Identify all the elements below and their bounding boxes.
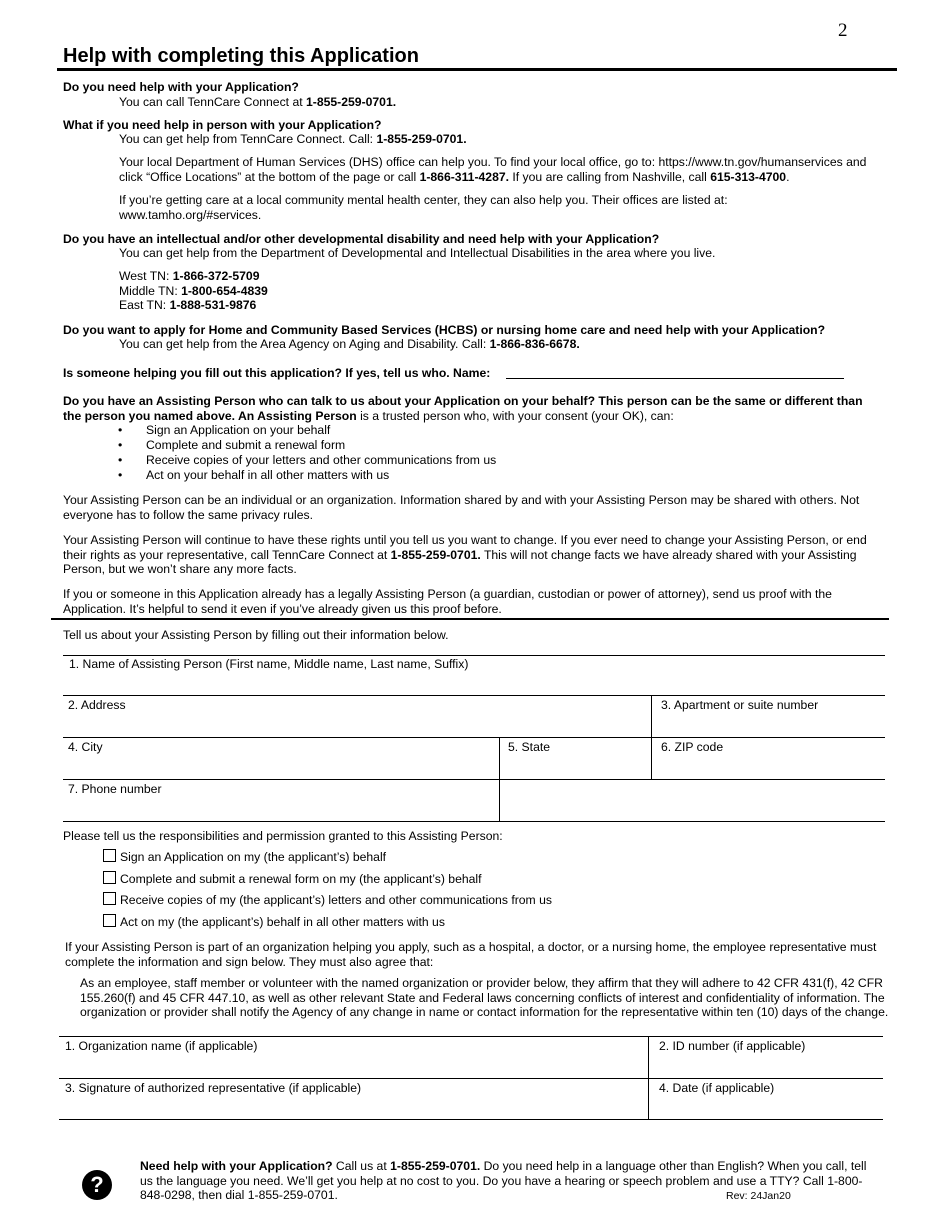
list-item: • Act on your behalf in all other matters with us (118, 468, 496, 483)
page-title: Help with completing this Application (63, 45, 419, 67)
question-need-help: Do you need help with your Application? (63, 80, 299, 94)
form-intro: Tell us about your Assisting Person by filling out their information below. (63, 628, 449, 642)
mental-health-paragraph: If you’re getting care at a local community mental health center, they can also help you. Their offices are listed at: www.tamho.org/#services. (119, 193, 728, 222)
question-in-person: What if you need help in person with your Application? (63, 118, 382, 132)
field-label: 5. State (508, 740, 551, 754)
checkbox-renewal-form[interactable]: Complete and submit a renewal form on my (the applicant’s) behalf (103, 871, 482, 891)
organization-intro: If your Assisting Person is part of an organization helping you apply, such as a hospital, a doctor, or a nursing home, the employee representative must complete the information and sign below. They must also agree that: (65, 940, 877, 969)
state-field[interactable] (500, 738, 651, 779)
field-label: 7. Phone number (68, 782, 162, 796)
footer-help-text: Need help with your Application? Call us at 1-855-259-0701. Do you need help in a language other than English? When you call, tell us the language you need. We’ll get you help at no cost to you. Do you have a hearing or speech problem and use a TTY? Call 1-800-848-0298, then dial 1-855-259-0701. (140, 1159, 867, 1203)
rights-paragraph: Your Assisting Person will continue to have these rights until you tell us you want to change. If you ever need to change your Assisting Person, or end their rights as your representative, call TennCare Connect at 1-855-259-0701. This will not change facts we have already shared with your Assisting Person, but we won’t share any more facts. (63, 533, 867, 577)
city-field[interactable] (63, 738, 499, 779)
list-item: • Sign an Application on your behalf (118, 423, 496, 438)
organization-agreement: As an employee, staff member or volunteer with the named organization or provider below, they affirm that they will adhere to 42 CFR 431(f), 42 CFR 155.260(f) and 45 CFR 447.10, as well as other relevant State and Federal laws concerning conflicts of interest and confidentiality of information. The organization or provider shall notify the Agency of any change in name or contact information for the representative within ten (10) days of the change. (80, 976, 889, 1020)
helper-name-label: Is someone helping you fill out this application? If yes, tell us who. Name: (63, 366, 491, 380)
question-disability: Do you have an intellectual and/or other developmental disability and need help with your Application? (63, 232, 660, 246)
checkbox-icon[interactable] (103, 871, 116, 884)
field-label: 4. Date (if applicable) (659, 1081, 775, 1095)
privacy-paragraph: Your Assisting Person can be an individual or an organization. Information shared by and with your Assisting Person may be shared with others. Not everyone has to follow the same privacy rules. (63, 493, 860, 522)
assisting-person-intro: Do you have an Assisting Person who can talk to us about your Application on your behalf? This person can be the same or different than the person you named above. An Assisting Person is a trusted person who, with your consent (your OK), can: (63, 394, 863, 423)
list-item: • Complete and submit a renewal form (118, 438, 496, 453)
form-line (63, 821, 885, 822)
answer-disability: You can get help from the Department of Developmental and Intellectual Disabilities in the area where you live. (119, 246, 716, 260)
zip-field[interactable] (652, 738, 885, 779)
date-field[interactable] (649, 1079, 883, 1120)
helper-name-field[interactable] (506, 364, 844, 379)
field-label: 1. Name of Assisting Person (First name, Middle name, Last name, Suffix) (69, 657, 469, 671)
checkbox-icon[interactable] (103, 849, 116, 862)
answer-need-help: You can call TennCare Connect at 1-855-259-0701. (119, 95, 397, 109)
checkbox-receive-letters[interactable]: Receive copies of my (the applicant’s) letters and other communications from us (103, 892, 552, 912)
region-east: East TN: 1-888-531-9876 (119, 298, 257, 313)
checkbox-icon[interactable] (103, 892, 116, 905)
field-label: 4. City (68, 740, 103, 754)
revision-label: Rev: 24Jan20 (722, 1189, 795, 1204)
field-label: 6. ZIP code (661, 740, 724, 754)
checkbox-sign-application[interactable]: Sign an Application on my (the applicant’s) behalf (103, 849, 386, 869)
region-middle: Middle TN: 1-800-654-4839 (119, 283, 268, 298)
field-label: 1. Organization name (if applicable) (65, 1039, 258, 1053)
responsibilities-intro: Please tell us the responsibilities and permission granted to this Assisting Person: (63, 829, 503, 843)
legal-proof-paragraph: If you or someone in this Application already has a legally Assisting Person (a guardian, custodian or power of attorney), send us proof with the Application. It’s helpful to send it even if you’ve already given us this proof before. (63, 587, 832, 616)
page-number: 2 (838, 20, 848, 41)
question-icon: ? (82, 1170, 112, 1200)
signature-field[interactable] (59, 1079, 648, 1120)
region-west: West TN: 1-866-372-5709 (119, 269, 260, 283)
checkbox-icon[interactable] (103, 914, 116, 927)
phone-number-field[interactable] (63, 780, 499, 821)
apartment-field[interactable] (652, 696, 885, 737)
checkbox-act-on-behalf[interactable]: Act on my (the applicant’s) behalf in all other matters with us (103, 914, 445, 934)
field-label: 2. Address (68, 698, 126, 712)
phone-number: 1-855-259-0701. (376, 132, 467, 146)
title-rule (57, 68, 897, 71)
field-label: 3. Signature of authorized representative (if applicable) (65, 1081, 362, 1095)
address-field[interactable] (63, 696, 651, 737)
dhs-paragraph: Your local Department of Human Services (DHS) office can help you. To find your local office, go to: https://www.tn.gov/humanservices and click “Office Locations” at the bottom of the page or call 1-866-311-4287. If you are calling from Nashville, call 615-313-4700. (119, 155, 867, 184)
form-line (59, 1119, 883, 1120)
answer-hcbs: You can get help from the Area Agency on Aging and Disability. Call: 1-866-836-6678. (119, 337, 580, 351)
list-item: • Receive copies of your letters and other communications from us (118, 453, 496, 468)
organization-name-field[interactable] (59, 1037, 648, 1078)
answer-in-person: You can get help from TennCare Connect. Call: 1-855-259-0701. (119, 132, 467, 146)
region-phone-list (119, 269, 879, 313)
section-divider (51, 618, 889, 620)
field-label: 2. ID number (if applicable) (659, 1039, 806, 1053)
field-label: 3. Apartment or suite number (661, 698, 819, 712)
question-hcbs: Do you want to apply for Home and Community Based Services (HCBS) or nursing home care and need help with your Application? (63, 323, 826, 337)
assisting-person-rights-list (118, 423, 496, 483)
phone-number: 1-855-259-0701. (306, 95, 397, 109)
assisting-person-name-field[interactable] (63, 656, 885, 695)
id-number-field[interactable] (649, 1037, 883, 1078)
